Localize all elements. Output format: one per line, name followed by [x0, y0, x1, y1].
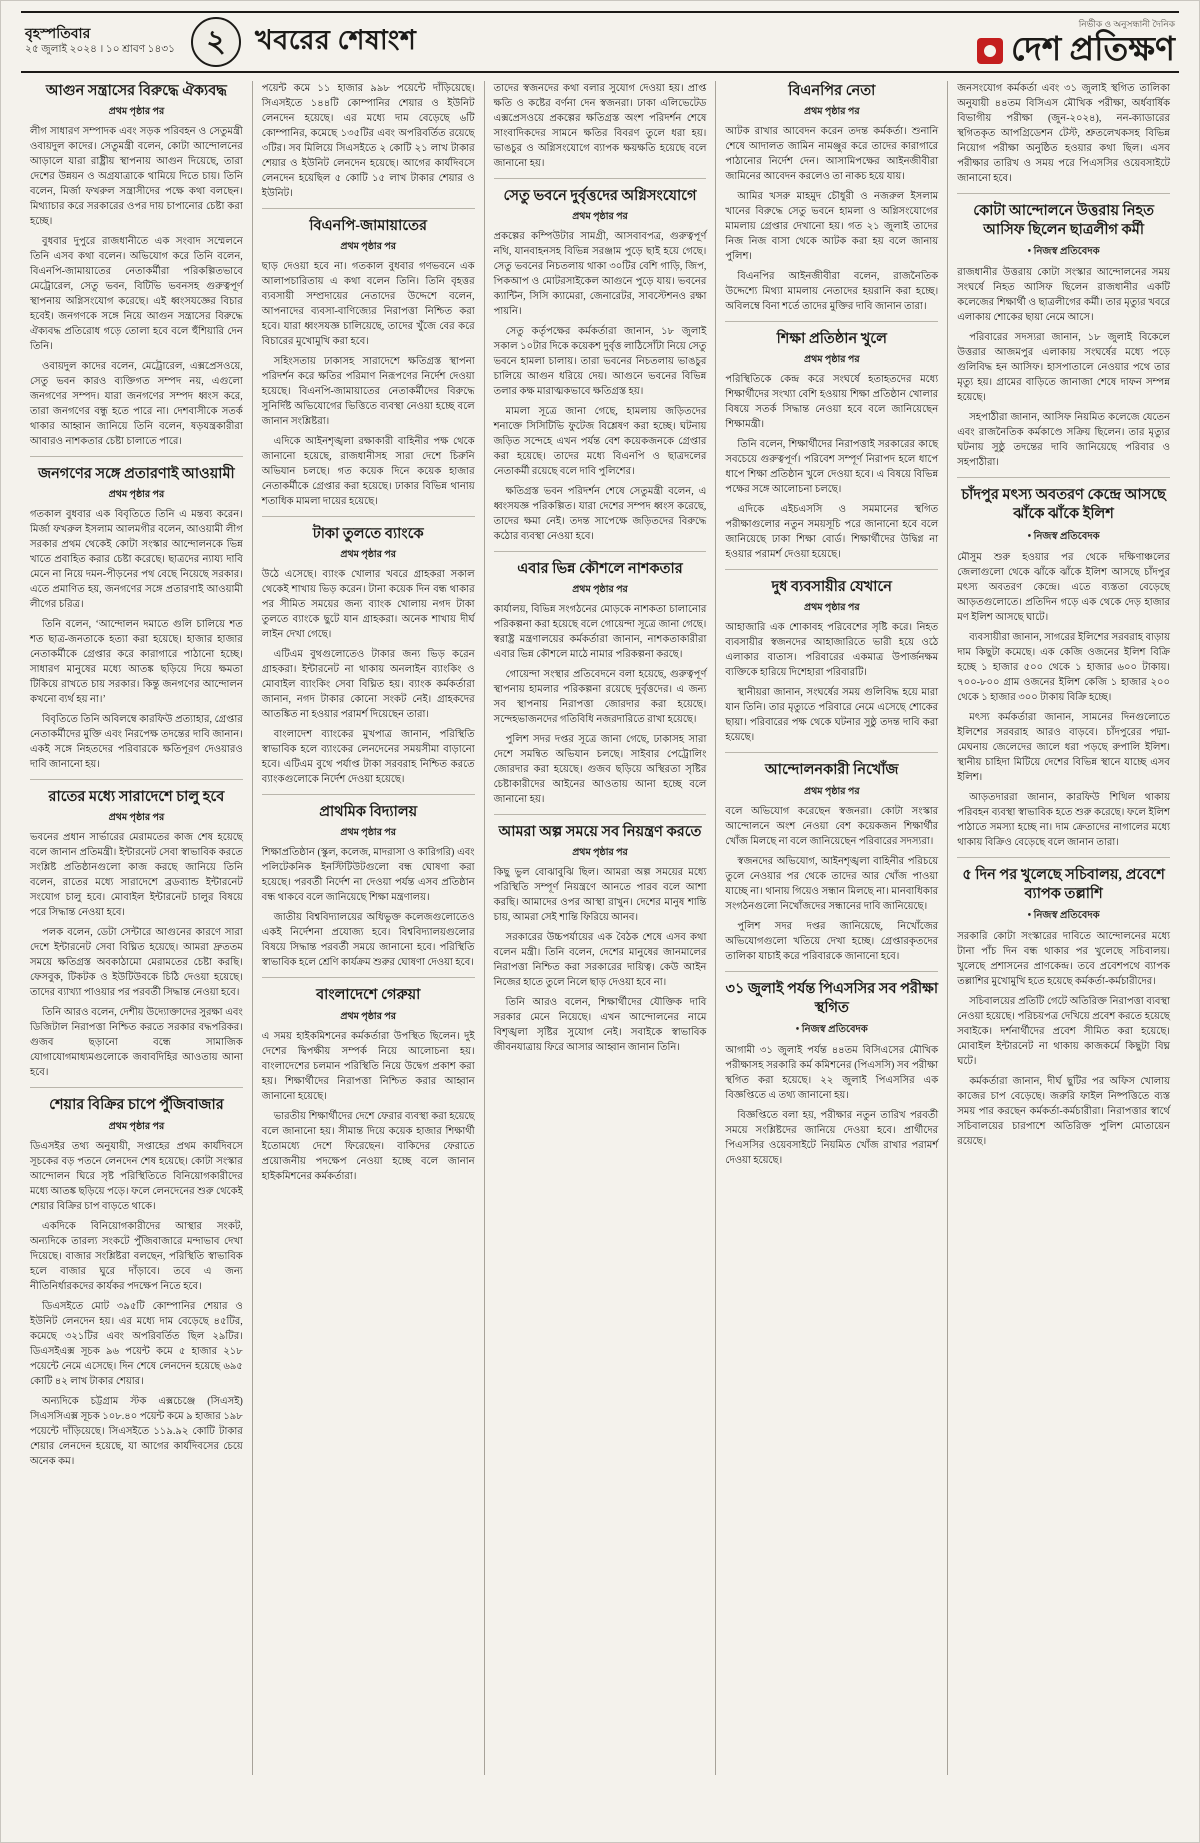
continued-from-front-label: প্রথম পৃষ্ঠার পর [804, 355, 860, 366]
article-headline: সেতু ভবনে দুর্বৃত্তদের অগ্নিসংযোগে [503, 188, 697, 204]
article-paragraph: জাতীয় বিশ্ববিদ্যালয়ের অধিভুক্ত কলেজগুলোতেও একই নির্দেশনা প্রযোজ্য হবে। বিশ্ববিদ্যালয়গুলোর বিষয়ে সিদ্ধান্ত পরবর্তী সময়ে জানানো হবে। পরিস্থিতি স্বাভাবিক হলে শ্রেণি কার্যক্রম শুরুর ঘোষণা দেওয়া হবে। [261, 912, 475, 969]
continued-from-front-label: প্রথম পৃষ্ঠার পর [572, 585, 628, 596]
page-header [21, 11, 1179, 73]
byline: • নিজস্ব প্রতিবেদক [957, 244, 1170, 261]
article-headline: শিক্ষা প্রতিষ্ঠান খুলে [776, 331, 887, 348]
weekday-label: বৃহস্পতিবার [25, 27, 91, 43]
article-paragraph: ক্ষতিগ্রস্ত ভবন পরিদর্শন শেষে সেতুমন্ত্রী বলেন, এ ধ্বংসযজ্ঞ পরিকল্পিত। যারা দেশের সম্পদ ধ্বংস করেছে, তাদের ক্ষমা নেই। তদন্ত সাপেক্ষে জড়িতদের বিরুদ্ধে কঠোর ব্যবস্থা নেওয়া হবে। [493, 486, 707, 543]
continued-from-front-label: প্রথম পৃষ্ঠার পর [340, 1011, 396, 1022]
article-paragraph: ব্যবসায়ীরা জানান, সাগরের ইলিশের সরবরাহ বাড়ায় দাম কিছুটা কমেছে। এক কেজি ওজনের ইলিশ বিক্রি হচ্ছে ১ হাজার ৫০০ থেকে ১ হাজার ৬০০ টাকায়। ৭০০-৮০০ গ্রাম ওজনের ইলিশ কেজি ১ হাজার ২০০ থেকে ১ হাজার ৩০০ টাকায় বিক্রি হচ্ছে। [957, 631, 1170, 703]
continued-from-front-label: প্রথম পৃষ্ঠার পর [804, 107, 860, 118]
masthead [977, 17, 1175, 67]
article-paragraph: ডিএসইর তথ্য অনুযায়ী, সপ্তাহের প্রথম কার্যদিবসে সূচকের বড় পতনে লেনদেন শেষ হয়েছে। কোটা সংস্কার আন্দোলন ঘিরে সৃষ্ট পরিস্থিতিতে বিনিয়োগকারীদের মধ্যে আতঙ্ক ছড়িয়ে পড়ে। ফলে লেনদেনের শুরু থেকেই শেয়ার বিক্রির চাপ বাড়তে থাকে। [30, 1140, 243, 1212]
article [262, 977, 475, 1183]
article [725, 321, 938, 562]
date-block [25, 27, 185, 56]
news-column [252, 81, 484, 1775]
masthead-tagline: নির্ভীক ও অনুসন্ধানী দৈনিক [1078, 19, 1175, 29]
article-headline: বিএনপির নেতা [788, 83, 876, 99]
article-headline: প্রাথমিক বিদ্যালয় [319, 804, 418, 821]
article [957, 81, 1170, 186]
article [30, 82, 243, 449]
article-headline: ৫ দিন পর খুলেছে সচিবালয়, প্রবেশে ব্যাপক তল্লাশি [962, 866, 1165, 902]
article-paragraph: বাংলাদেশ ব্যাংকের মুখপাত্র জানান, পরিস্থিতি স্বাভাবিক হলে ব্যাংকের লেনদেনের সময়সীমা বাড়ানো হবে। এটিএম বুথে পর্যাপ্ত টাকা সরবরাহ নিশ্চিত করতে ব্যাংকগুলোকে নির্দেশ দেওয়া হয়েছে। [261, 729, 475, 786]
article-paragraph: তিনি আরও বলেন, দেশীয় উদ্যোক্তাদের সুরক্ষা এবং ডিজিটাল নিরাপত্তা নিশ্চিত করতে সরকার বদ্ধপরিকর। গুজব ছড়ানো বন্ধে সামাজিক যোগাযোগমাধ্যমগুলোকে জবাবদিহির আওতায় আনা হবে। [30, 1007, 243, 1079]
article-paragraph: সহিংসতায় ঢাকাসহ সারাদেশে ক্ষতিগ্রস্ত স্থাপনা পরিদর্শন করে ক্ষতির পরিমাণ নিরূপণের নির্দেশ দেওয়া হয়েছে। বিএনপি-জামায়াতের নেতাকর্মীদের বিরুদ্ধে সুনির্দিষ্ট অভিযোগের ভিত্তিতে ব্যবস্থা নেওয়া হচ্ছে বলে জানান সংশ্লিষ্টরা। [261, 356, 475, 428]
article-headline: জনগণের সঙ্গে প্রতারণাই আওয়ামী [38, 466, 235, 483]
article [262, 208, 475, 509]
article-paragraph: মৌসুম শুরু হওয়ার পর থেকে দক্ষিণাঞ্চলের জেলাগুলো থেকে ঝাঁকে ঝাঁকে ইলিশ আসছে চাঁদপুর মৎস্য অবতরণ কেন্দ্রে। এতে ব্যস্ততা বেড়েছে আড়তগুলোতে। প্রতিদিন গড়ে এক থেকে দেড় হাজার মণ ইলিশ আসছে ঘাটে। [957, 551, 1170, 623]
article-headline: শেয়ার বিক্রির চাপে পুঁজিবাজার [49, 1097, 224, 1114]
article-headline: আন্দোলনকারী নিখোঁজ [765, 762, 899, 779]
article-paragraph: উঠে এসেছে। ব্যাংক খোলার খবরে গ্রাহকরা সকাল থেকেই শাখায় ভিড় করেন। টানা কয়েক দিন বন্ধ থাকার পর সীমিত সময়ের জন্য ব্যাংক খোলায় নগদ টাকা তুলতে ব্যাংকে ছুটে যান গ্রাহকরা। অনেক শাখায় দীর্ঘ লাইন দেখা গেছে। [261, 569, 475, 641]
article-paragraph: তিনি বলেন, ‘আন্দোলন দমাতে গুলি চালিয়ে শত শত ছাত্র-জনতাকে হত্যা করা হয়েছে। হাজার হাজার নেতাকর্মীকে গ্রেপ্তার করে কারাগারে পাঠানো হচ্ছে। সাধারণ মানুষের মধ্যে আতঙ্ক ছড়িয়ে দিয়ে ক্ষমতা টিকিয়ে রাখতে চায় সরকার। কিন্তু জনগণের আন্দোলন কখনো ব্যর্থ হয় না।’ [30, 619, 243, 706]
continued-from-front-label: প্রথম পৃষ্ঠার পর [108, 107, 165, 118]
article [957, 477, 1170, 849]
article-paragraph: প্রকল্পের কম্পিউটার সামগ্রী, আসবাবপত্র, গুরুত্বপূর্ণ নথি, যানবাহনসহ বিভিন্ন সরঞ্জাম পুড়ে ছাই হয়ে গেছে। সেতু ভবনের নিচতলায় থাকা ৩০টির বেশি গাড়ি, জিপ, পিকআপ ও মোটরসাইকেল আগুনে পুড়ে যায়। ভবনের ক্যান্টিন, সিসি ক্যামেরা, জেনারেটর, সাবস্টেশনও রক্ষা পায়নি। [493, 231, 707, 318]
article [494, 814, 707, 1055]
article-paragraph: লীগ সাধারণ সম্পাদক এবং সড়ক পরিবহন ও সেতুমন্ত্রী ওবায়দুল কাদের। সেতুমন্ত্রী বলেন, কোটা আন্দোলনের আড়ালে যারা রাষ্ট্রীয় স্থাপনায় আগুন দিয়েছে, তারা দেশের উন্নয়ন ও অগ্রযাত্রাকে থামিয়ে দিতে চায়। তিনি বলেন, মির্জা ফখরুল সন্ত্রাসীদের পক্ষে কথা বলছেন। মিথ্যাচার করে সরকারের ওপর দায় চাপানোর চেষ্টা করা হচ্ছে। [30, 126, 243, 228]
article-paragraph: এদিকে আইনশৃঙ্খলা রক্ষাকারী বাহিনীর পক্ষ থেকে জানানো হয়েছে, রাজধানীসহ সারা দেশে চিরুনি অভিযান চলছে। গত কয়েক দিনে কয়েক হাজার নেতাকর্মীকে গ্রেপ্তার করা হয়েছে। ঢাকার বিভিন্ন থানায় শতাধিক মামলা দায়ের হয়েছে। [261, 436, 475, 508]
news-column [484, 81, 716, 1775]
byline: • নিজস্ব প্রতিবেদক [957, 908, 1170, 925]
article-paragraph: এ সময় হাইকমিশনের কর্মকর্তারা উপস্থিত ছিলেন। দুই দেশের দ্বিপক্ষীয় সম্পর্ক নিয়ে আলোচনা হয়। বাংলাদেশের চলমান পরিস্থিতি নিয়ে উদ্বেগ প্রকাশ করা হয়। শিক্ষার্থীদের নিরাপত্তা নিশ্চিত করার আহ্বান জানানো হয়েছে। [261, 1030, 475, 1102]
continued-from-front-label: প্রথম পৃষ্ঠার পর [340, 242, 396, 253]
article-paragraph: সরকারের উচ্চপর্যায়ের এক বৈঠক শেষে এসব কথা বলেন মন্ত্রী। তিনি বলেন, দেশের মানুষের জানমালের নিরাপত্তা নিশ্চিত করা সরকারের দায়িত্ব। কেউ আইন নিজের হাতে তুলে নিলে ছাড় দেওয়া হবে না। [493, 932, 707, 989]
article [494, 178, 707, 544]
article-paragraph: স্থানীয়রা জানান, সংঘর্ষের সময় গুলিবিদ্ধ হয়ে মারা যান তিনি। তার মৃত্যুতে পরিবারে নেমে এসেছে শোকের ছায়া। পরিবারের পক্ষ থেকে ঘটনার সুষ্ঠু তদন্ত দাবি করা হয়েছে। [725, 687, 939, 744]
article [494, 551, 707, 807]
article-paragraph: গোয়েন্দা সংস্থার প্রতিবেদনে বলা হয়েছে, গুরুত্বপূর্ণ স্থাপনায় হামলার পরিকল্পনা রয়েছে দুর্বৃত্তদের। এ জন্য সব স্থাপনায় নিরাপত্তা জোরদার করা হয়েছে। সন্দেহভাজনদের গতিবিধি নজরদারিতে রাখা হয়েছে। [493, 669, 707, 726]
article [494, 81, 707, 171]
article-paragraph: অন্যদিকে চট্টগ্রাম স্টক এক্সচেঞ্জে (সিএসই) সিএসসিএক্স সূচক ১০৮.৪০ পয়েন্ট কমে ৯ হাজার ১৯৮ পয়েন্টে দাঁড়িয়েছে। সিএসইতে ১১৯.৯২ কোটি টাকার শেয়ার লেনদেন হয়েছে, যা আগের কার্যদিবসের চেয়ে অনেক কম। [30, 1395, 243, 1467]
continued-from-front-label: প্রথম পৃষ্ঠার পর [340, 828, 396, 839]
article-paragraph: এটিএম বুথগুলোতেও টাকার জন্য ভিড় করেন গ্রাহকরা। ইন্টারনেট না থাকায় অনলাইন ব্যাংকিং ও মোবাইল ব্যাংকিং সেবা বিঘ্নিত হয়। ব্যাংক কর্মকর্তারা জানান, নগদ টাকার কোনো সংকট নেই। গ্রাহকদের আতঙ্কিত না হওয়ার পরামর্শ দিয়েছেন তারা। [261, 649, 475, 721]
article-paragraph: তিনি বলেন, শিক্ষার্থীদের নিরাপত্তাই সরকারের কাছে সবচেয়ে গুরুত্বপূর্ণ। পরিবেশ সম্পূর্ণ নিরাপদ হলে ধাপে ধাপে শিক্ষা প্রতিষ্ঠান খুলে দেওয়া হবে। এ বিষয়ে বিভিন্ন পক্ষের সঙ্গে আলোচনা চলছে। [725, 439, 939, 496]
byline: • নিজস্ব প্রতিবেদক [725, 1022, 938, 1039]
article-paragraph: আগামী ৩১ জুলাই পর্যন্ত ৪৪তম বিসিএসের মৌখিক পরীক্ষাসহ সরকারি কর্ম কমিশনের (পিএসসি) সব পরীক্ষা স্থগিত করা হয়েছে। ২২ জুলাই পিএসসির এক বিজ্ঞপ্তিতে এ তথ্য জানানো হয়। [725, 1044, 939, 1101]
masthead-logo-icon [977, 38, 1003, 64]
byline: • নিজস্ব প্রতিবেদক [957, 529, 1170, 546]
article-headline: বিএনপি-জামায়াতের [309, 218, 427, 234]
article-paragraph: তাদের স্বজনদের কথা বলার সুযোগ দেওয়া হয়। প্রাপ্ত ক্ষতি ও কষ্টের বর্ণনা দেন স্বজনরা। ঢাকা এলিভেটেড এক্সপ্রেসওয়ে প্রকল্পের ক্ষতিগ্রস্ত অংশ পরিদর্শন শেষে সাংবাদিকদের সামনে ক্ষতির বিবরণ তুলে ধরা হয়। ভাঙচুর ও অগ্নিসংযোগে ব্যাপক ক্ষয়ক্ষতি হয়েছে বলে জানানো হয়। [493, 83, 707, 169]
article-paragraph: পুলিশ সদর দপ্তর সূত্রে জানা গেছে, ঢাকাসহ সারা দেশে সমন্বিত অভিযান চলছে। সাইবার পেট্রোলিং জোরদার করা হয়েছে। গুজব ছড়িয়ে অস্থিরতা সৃষ্টির চেষ্টাকারীদের আইনের আওতায় আনা হচ্ছে বলে জানানো হয়। [493, 734, 707, 806]
continued-from-front-label: প্রথম পৃষ্ঠার পর [572, 848, 628, 859]
continued-from-front-label: প্রথম পৃষ্ঠার পর [108, 1121, 165, 1132]
article-paragraph: আমির খসরু মাহমুদ চৌধুরী ও নজরুল ইসলাম খানের বিরুদ্ধে সেতু ভবনে হামলা ও অগ্নিসংযোগের মামলায় গ্রেপ্তার দেখানো হয়। গত ২১ জুলাই তাদের নিজ নিজ বাসা থেকে আটক করা হয় বলে জানায় পুলিশ। [725, 191, 939, 263]
article-paragraph: পরিস্থিতিকে কেন্দ্র করে সংঘর্ষে হতাহতদের মধ্যে শিক্ষার্থীদের সংখ্যা বেশি হওয়ায় শিক্ষা প্রতিষ্ঠান খোলার বিষয়ে সতর্ক সিদ্ধান্ত নেওয়া হবে বলে জানিয়েছেন শিক্ষামন্ত্রী। [725, 374, 939, 431]
article [30, 779, 243, 1080]
article [262, 794, 475, 970]
article-paragraph: পরিবারের সদস্যরা জানান, ১৮ জুলাই বিকেলে উত্তরার আজমপুর এলাকায় সংঘর্ষের মধ্যে পড়ে গুলিবিদ্ধ হন আসিফ। হাসপাতালে নেওয়ার পথে তার মৃত্যু হয়। গ্রামের বাড়িতে জানাজা শেষে দাফন সম্পন্ন হয়েছে। [957, 332, 1170, 404]
article-paragraph: তিনি আরও বলেন, শিক্ষার্থীদের যৌক্তিক দাবি সরকার মেনে নিয়েছে। এখন আন্দোলনের নামে বিশৃঙ্খলা সৃষ্টির সুযোগ নেই। সবাইকে স্বাভাবিক জীবনযাত্রায় ফিরে আসার আহ্বান জানান তিনি। [493, 997, 707, 1054]
article-paragraph: মামলা সূত্রে জানা গেছে, হামলায় জড়িতদের শনাক্তে সিসিটিভি ফুটেজ বিশ্লেষণ করা হচ্ছে। ঘটনায় জড়িত সন্দেহে এখন পর্যন্ত বেশ কয়েকজনকে গ্রেপ্তার করা হয়েছে। তাদের মধ্যে বিএনপি ও ছাত্রদলের নেতাকর্মী রয়েছে বলে দাবি পুলিশের। [493, 406, 707, 478]
article-paragraph: সেতু কর্তৃপক্ষের কর্মকর্তারা জানান, ১৮ জুলাই সকাল ১০টার দিকে কয়েকশ দুর্বৃত্ত লাঠিসোঁটা নিয়ে সেতু ভবনে হামলা চালায়। তারা ভবনের নিচতলায় ভাঙচুর চালিয়ে আগুন ধরিয়ে দেয়। আগুনে ভবনের বিভিন্ন তলার কক্ষ মারাত্মকভাবে ক্ষতিগ্রস্ত হয়। [493, 326, 707, 398]
article [957, 857, 1170, 1149]
article-paragraph: কিছু ভুল বোঝাবুঝি ছিল। আমরা অল্প সময়ের মধ্যে পরিস্থিতি সম্পূর্ণ নিয়ন্ত্রণে আনতে পারব বলে আশা করছি। আমাদের ওপর আস্থা রাখুন। দেশের মানুষ শান্তি চায়, আমরা সেই শান্তি ফিরিয়ে আনব। [493, 867, 707, 924]
article [725, 752, 938, 963]
article-paragraph: একদিকে বিনিয়োগকারীদের আস্থার সংকট, অন্যদিকে তারল্য সংকটে পুঁজিবাজারে মন্দাভাব দেখা দিয়েছে। বাজার সংশ্লিষ্টরা বলছেন, পরিস্থিতি স্বাভাবিক হলে বাজার ঘুরে দাঁড়াবে। তবে এ জন্য নীতিনির্ধারকদের কার্যকর পদক্ষেপ নিতে হবে। [30, 1220, 243, 1292]
news-columns [21, 81, 1179, 1775]
masthead-title: দেশ প্রতিক্ষণ [1010, 32, 1175, 68]
article-paragraph: সচিবালয়ের প্রতিটি গেটে অতিরিক্ত নিরাপত্তা ব্যবস্থা নেওয়া হয়েছে। পরিচয়পত্র দেখিয়ে প্রবেশ করতে হয়েছে সবাইকে। দর্শনার্থীদের প্রবেশ সীমিত করা হয়েছে। মোবাইল ইন্টারনেট না থাকায় কাজকর্মে কিছুটা বিঘ্ন ঘটে। [957, 995, 1170, 1067]
article-paragraph: বিজ্ঞপ্তিতে বলা হয়, পরীক্ষার নতুন তারিখ পরবর্তী সময়ে সংশ্লিষ্টদের জানিয়ে দেওয়া হবে। প্রার্থীদের পিএসসির ওয়েবসাইটে নিয়মিত খোঁজ রাখার পরামর্শ দেওয়া হয়েছে। [725, 1109, 939, 1166]
article-paragraph: স্বজনদের অভিযোগ, আইনশৃঙ্খলা বাহিনীর পরিচয়ে তুলে নেওয়ার পর থেকে তাদের আর খোঁজ পাওয়া যাচ্ছে না। থানায় গিয়েও সন্ধান মিলছে না। মানবাধিকার সংগঠনগুলো নিখোঁজদের সন্ধানের দাবি জানিয়েছে। [725, 855, 939, 912]
article-headline: বাংলাদেশে গেরুয়া [316, 987, 421, 1004]
continued-from-front-label: প্রথম পৃষ্ঠার পর [572, 212, 628, 223]
article-headline: আমরা অল্প সময়ে সব নিয়ন্ত্রণ করতে [498, 824, 702, 841]
article-paragraph: বলে অভিযোগ করেছেন স্বজনরা। কোটা সংস্কার আন্দোলনে অংশ নেওয়া বেশ কয়েকজন শিক্ষার্থীর খোঁজ মিলছে না বলে জানিয়েছেন পরিবারের সদস্যরা। [725, 805, 939, 847]
article-paragraph: বুধবার দুপুরে রাজধানীতে এক সংবাদ সম্মেলনে তিনি এসব কথা বলেন। অভিযোগ করে তিনি বলেন, বিএনপি-জামায়াতের নেতাকর্মীরা পরিকল্পিতভাবে মেট্রোরেল, সেতু ভবন, বিটিভি ভবনসহ গুরুত্বপূর্ণ স্থাপনায় অগ্নিসংযোগ করেছে। এই ধ্বংসযজ্ঞের বিচার হবেই। জনগণকে সঙ্গে নিয়ে আগুন সন্ত্রাসের বিরুদ্ধে ঐক্যবদ্ধ প্রতিরোধ গড়ে তোলা হবে বলে হুঁশিয়ারি দেন তিনি। [30, 236, 243, 353]
section-title: খবরের শেষাংশ [255, 24, 417, 55]
article-headline: দুধ ব্যবসায়ীর যেখানে [771, 579, 892, 596]
article-paragraph: কার্যালয়, বিভিন্ন সংগঠনের মোড়কে নাশকতা চালানোর পরিকল্পনা করা হয়েছে বলে গোয়েন্দা সূত্রে জানা গেছে। স্বরাষ্ট্র মন্ত্রণালয়ের কর্মকর্তারা জানান, নাশকতাকারীরা এবার ভিন্ন কৌশলে মাঠে নামার পরিকল্পনা করছে। [493, 604, 707, 661]
article-paragraph: গতকাল বুধবার এক বিবৃতিতে তিনি এ মন্তব্য করেন। মির্জা ফখরুল ইসলাম আলমগীর বলেন, আওয়ামী লীগ সরকার প্রথম থেকেই কোটা সংস্কার আন্দোলনকে ভিন্ন খাতে প্রবাহিত করার চেষ্টা করেছে। ছাত্রদের ন্যায্য দাবি মেনে না নিয়ে দমন-পীড়নের পথ বেছে নিয়েছে সরকার। এতে প্রমাণিত হয়, জনগণের সঙ্গে প্রতারণাই আওয়ামী লীগের চরিত্র। [30, 509, 243, 611]
article-headline: এবার ভিন্ন কৌশলে নাশকতার [517, 561, 683, 578]
article-paragraph: ছাড় দেওয়া হবে না। গতকাল বুধবার গণভবনে এক আলাপচারিতায় এ কথা বলেন তিনি। তিনি বৃহত্তর ব্যবসায়ী সম্প্রদায়ের নেতাদের উদ্দেশে বলেন, আপনাদের ব্যবসা-বাণিজ্যের নিরাপত্তা নিশ্চিত করা হবে। যারা ধ্বংসযজ্ঞ চালিয়েছে, তাদের খুঁজে বের করে বিচারের মুখোমুখি করা হবে। [261, 261, 475, 348]
article-paragraph: পয়েন্ট কমে ১১ হাজার ৯৯৮ পয়েন্টে দাঁড়িয়েছে। সিএসইতে ১৪৪টি কোম্পানির শেয়ার ও ইউনিট লেনদেন হয়েছে। এর মধ্যে দাম বেড়েছে ৬টি কোম্পানির, কমেছে ১৩৫টির এবং অপরিবর্তিত রয়েছে ৩টির। সব মিলিয়ে সিএসইতে ২ কোটি ২১ লাখ টাকার শেয়ার ও ইউনিট লেনদেন হয়েছে। আগের কার্যদিবসে লেনদেন হয়েছিল ৫ কোটি ১৫ লাখ টাকার শেয়ার ও ইউনিট। [261, 83, 475, 199]
article [262, 516, 475, 787]
continued-from-front-label: প্রথম পৃষ্ঠার পর [108, 490, 165, 501]
news-column [715, 81, 947, 1775]
article-paragraph: পলক বলেন, ডেটা সেন্টারে আগুনের কারণে সারা দেশে ইন্টারনেট সেবা বিঘ্নিত হয়েছে। আমরা দ্রুততম সময়ে ক্ষতিগ্রস্ত অবকাঠামো মেরামতের চেষ্টা করছি। ফেসবুক, টিকটক ও ইউটিউবকে চিঠি দেওয়া হয়েছে। তাদের ব্যাখ্যা পাওয়ার পর পরবর্তী সিদ্ধান্ত নেওয়া হবে। [30, 927, 243, 999]
article-paragraph: আটক রাখার আবেদন করেন তদন্ত কর্মকর্তা। শুনানি শেষে আদালত জামিন নামঞ্জুর করে তাদের কারাগারে পাঠানোর নির্দেশ দেন। আসামিপক্ষের আইনজীবীরা জামিনের আবেদন করলেও তা নাকচ হয়ে যায়। [725, 126, 939, 183]
article-paragraph: রাজধানীর উত্তরায় কোটা সংস্কার আন্দোলনের সময় সংঘর্ষে নিহত আসিফ ছিলেন রাজধানীর একটি কলেজের শিক্ষার্থী ও ছাত্রলীগের কর্মী। তার মৃত্যুর খবরে এলাকায় শোকের ছায়া নেমে আসে। [957, 267, 1170, 324]
article-paragraph: ভারতীয় শিক্ষার্থীদের দেশে ফেরার ব্যবস্থা করা হয়েছে বলে জানানো হয়। সীমান্ত দিয়ে কয়েক হাজার শিক্ষার্থী ইতোমধ্যে দেশে ফিরেছেন। বাকিদের ফেরাতে প্রয়োজনীয় পদক্ষেপ নেওয়া হচ্ছে বলে জানান হাইকমিশনের কর্মকর্তারা। [261, 1110, 475, 1182]
article-headline: চাঁদপুর মৎস্য অবতরণ কেন্দ্রে আসছে ঝাঁকে ঝাঁকে ইলিশ [961, 487, 1166, 523]
article-paragraph: সরকারি কোটা সংস্কারের দাবিতে আন্দোলনের মধ্যে টানা পাঁচ দিন বন্ধ থাকার পর খুলেছে সচিবালয়। খুলেছে প্রশাসনের প্রাণকেন্দ্র। তবে প্রবেশপথে ব্যাপক তল্লাশির মুখোমুখি হতে হয়েছে কর্মকর্তা-কর্মচারীদের। [957, 930, 1170, 987]
article-paragraph: সহপাঠীরা জানান, আসিফ নিয়মিত কলেজে যেতেন এবং রাজনৈতিক কর্মকাণ্ডে সক্রিয় ছিলেন। তার মৃত্যুর ঘটনায় সুষ্ঠু তদন্তের দাবি জানিয়েছে পরিবার ও সহপাঠীরা। [957, 412, 1170, 469]
news-column [21, 81, 252, 1775]
article [30, 1087, 243, 1468]
article-paragraph: কর্মকর্তারা জানান, দীর্ঘ ছুটির পর অফিস খোলায় কাজের চাপ বেড়েছে। জরুরি ফাইল নিষ্পত্তিতে ব্যস্ত সময় পার করছেন কর্মকর্তা-কর্মচারীরা। নিরাপত্তার স্বার্থে সচিবালয়ের চারপাশে অতিরিক্ত পুলিশ মোতায়েন রয়েছে। [957, 1075, 1170, 1147]
continued-from-front-label: প্রথম পৃষ্ঠার পর [108, 813, 165, 824]
article-paragraph: ডিএসইতে মোট ৩৯৫টি কোম্পানির শেয়ার ও ইউনিট লেনদেন হয়। এর মধ্যে দাম বেড়েছে ৪৫টির, কমেছে ৩২১টির এবং অপরিবর্তিত ছিল ২৯টির। ডিএসইএক্স সূচক ৯৬ পয়েন্ট কমে ৫ হাজার ২১৮ পয়েন্টে নেমে এসেছে। দিন শেষে লেনদেন হয়েছে ৬৯৫ কোটি ৪২ লাখ টাকার শেয়ার। [30, 1300, 243, 1387]
article-paragraph: পুলিশ সদর দপ্তর জানিয়েছে, নিখোঁজের অভিযোগগুলো খতিয়ে দেখা হচ্ছে। গ্রেপ্তারকৃতদের তালিকা যাচাই করে পরিবারকে জানানো হবে। [725, 920, 939, 962]
article [262, 81, 475, 201]
article-headline: টাকা তুলতে ব্যাংকে [312, 526, 424, 543]
article [725, 82, 938, 314]
article [957, 193, 1170, 470]
article-paragraph: ওবায়দুল কাদের বলেন, মেট্রোরেল, এক্সপ্রেসওয়ে, সেতু ভবন কারও ব্যক্তিগত সম্পদ নয়, এগুলো জনগণের সম্পদ। যারা জনগণের সম্পদ ধ্বংস করে, তারা জনগণের বন্ধু হতে পারে না। দেশবাসীকে সতর্ক থাকার আহ্বান জানিয়ে তিনি বলেন, ষড়যন্ত্রকারীরা আবারও নাশকতার চেষ্টা চালাতে পারে। [30, 361, 243, 448]
article-paragraph: এদিকে এইচএসসি ও সমমানের স্থগিত পরীক্ষাগুলোর নতুন সময়সূচি পরে জানানো হবে বলে জানিয়েছে ঢাকা শিক্ষা বোর্ড। শিক্ষার্থীদের উদ্বিগ্ন না হওয়ার পরামর্শ দেওয়া হয়েছে। [725, 504, 939, 561]
date-label: ২৫ জুলাই ২০২৪ । ১০ শ্রাবণ ১৪৩১ [25, 44, 175, 56]
article-paragraph: শিক্ষাপ্রতিষ্ঠান (স্কুল, কলেজ, মাদরাসা ও কারিগরি) এবং পলিটেকনিক ইনস্টিটিউটগুলো বন্ধ ঘোষণা করা হয়েছে। পরবর্তী নির্দেশ না দেওয়া পর্যন্ত এসব প্রতিষ্ঠান বন্ধ থাকবে বলে জানিয়েছে শিক্ষা মন্ত্রণালয়। [261, 847, 475, 904]
article-paragraph: জনসংযোগ কর্মকর্তা এবং ৩১ জুলাই স্থগিত তালিকা অনুযায়ী ৪৪তম বিসিএস মৌখিক পরীক্ষা, অর্ধবার্ষিক বিভাগীয় পরীক্ষা (জুন-২০২৪), নন-ক্যাডারের স্থগিতকৃত আপগ্রিডেশন টেস্ট, শ্রুতলেখকসহ বিভিন্ন নিয়োগ পরীক্ষা অনুষ্ঠিত হওয়ার কথা ছিল। এসব পরীক্ষার তারিখ ও সময় পরে পিএসসির ওয়েবসাইটে জানানো হবে। [957, 83, 1170, 184]
article-paragraph: বিবৃতিতে তিনি অবিলম্বে কারফিউ প্রত্যাহার, গ্রেপ্তার নেতাকর্মীদের মুক্তি এবং নিরপেক্ষ তদন্তের দাবি জানান। একই সঙ্গে নিহতদের পরিবারকে ক্ষতিপূরণ দেওয়ারও দাবি জানানো হয়। [30, 714, 243, 771]
article [725, 569, 938, 745]
page-number: ২ [206, 24, 226, 58]
article-headline: রাতের মধ্যে সারাদেশে চালু হবে [48, 789, 225, 806]
article [725, 971, 938, 1168]
continued-from-front-label: প্রথম পৃষ্ঠার পর [804, 603, 860, 614]
article-paragraph: আহাজারি এক শোকাবহ পরিবেশের সৃষ্টি করে। নিহত ব্যবসায়ীর স্বজনদের আহাজারিতে ভারী হয়ে ওঠে এলাকার বাতাস। পরিবারের একমাত্র উপার্জনক্ষম ব্যক্তিকে হারিয়ে দিশেহারা পরিবারটি। [725, 622, 939, 679]
article-paragraph: আড়তদাররা জানান, কারফিউ শিথিল থাকায় পরিবহন ব্যবস্থা স্বাভাবিক হতে শুরু করেছে। ফলে ইলিশ পাঠাতে সমস্যা হচ্ছে না। দাম ক্রেতাদের নাগালের মধ্যে থাকায় বিক্রিও বেড়েছে বলে জানান তারা। [957, 791, 1170, 848]
article-headline: আগুন সন্ত্রাসের বিরুদ্ধে ঐক্যবদ্ধ [45, 83, 227, 99]
article-headline: ৩১ জুলাই পর্যন্ত পিএসসির সব পরীক্ষা স্থগিত [725, 980, 939, 1016]
continued-from-front-label: প্রথম পৃষ্ঠার পর [804, 786, 860, 797]
news-column [947, 81, 1179, 1775]
continued-from-front-label: প্রথম পৃষ্ঠার পর [340, 550, 396, 561]
article-paragraph: মৎস্য কর্মকর্তারা জানান, সামনের দিনগুলোতে ইলিশের সরবরাহ আরও বাড়বে। চাঁদপুরের পদ্মা-মেঘনায় জেলেদের জালে ধরা পড়ছে রুপালি ইলিশ। স্থানীয় চাহিদা মিটিয়ে দেশের বিভিন্ন স্থানে যাচ্ছে এসব ইলিশ। [957, 711, 1170, 783]
article-headline: কোটা আন্দোলনে উত্তরায় নিহত আসিফ ছিলেন ছাত্রলীগ কর্মী [973, 203, 1154, 239]
page-number-emblem [191, 17, 241, 67]
article-paragraph: বিএনপির আইনজীবীরা বলেন, রাজনৈতিক উদ্দেশ্যে মিথ্যা মামলায় নেতাদের হয়রানি করা হচ্ছে। অবিলম্বে বিনা শর্তে তাদের মুক্তির দাবি জানান তারা। [725, 271, 939, 313]
article [30, 456, 243, 772]
article-paragraph: ভবনের প্রধান সার্ভারের মেরামতের কাজ শেষ হয়েছে বলে জানান প্রতিমন্ত্রী। ইন্টারনেট সেবা স্বাভাবিক করতে সংশ্লিষ্ট প্রতিষ্ঠানগুলো কাজ করছে জানিয়ে তিনি বলেন, রাতের মধ্যে সারাদেশে ব্রডব্যান্ড ইন্টারনেট সংযোগ চালু হবে। মোবাইল ইন্টারনেট চালুর বিষয়ে পরে সিদ্ধান্ত নেওয়া হবে। [30, 832, 243, 919]
